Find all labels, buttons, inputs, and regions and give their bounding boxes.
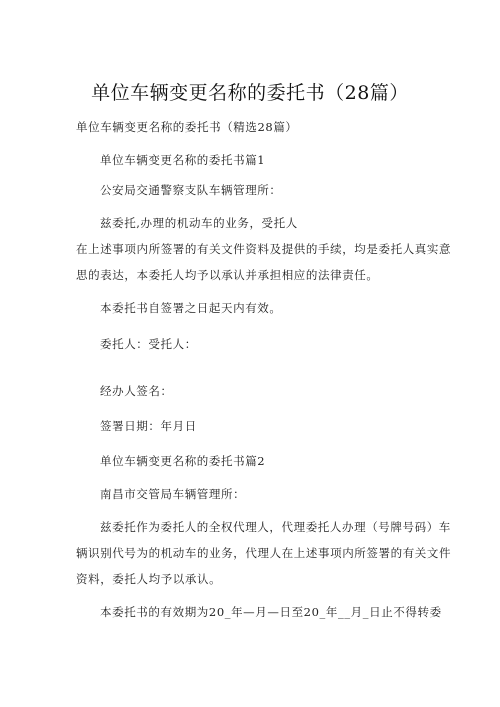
paragraph-text: 思的表达，本委托人均予以承认并承担相应的法律责任。: [76, 268, 379, 282]
addressee-2: 南昌市交管局车辆管理所：: [100, 487, 246, 501]
signature-line: 委托人：受托人：: [100, 337, 197, 351]
paragraph-text: 本委托书自签署之日起天内有效。: [100, 301, 282, 315]
paragraph-text: 辆识别代号为的机动车的业务，代理人在上述事项内所签署的有关文件: [76, 546, 452, 560]
date-line: 签署日期：年月日: [100, 419, 197, 433]
section-heading-2: 单位车辆变更名称的委托书篇2: [100, 454, 266, 468]
addressee-1: 公安局交通警察支队车辆管理所：: [100, 183, 282, 197]
paragraph-text: 兹委托作为委托人的全权代理人，代理委托人办理（号牌号码）车: [100, 520, 451, 534]
document-subtitle: 单位车辆变更名称的委托书（精选28篇）: [76, 120, 298, 134]
handler-signature-line: 经办人签名：: [100, 384, 173, 398]
section-heading-1: 单位车辆变更名称的委托书篇1: [100, 153, 266, 167]
paragraph-text: 在上述事项内所签署的有关文件资料及提供的手续，均是委托人真实意: [76, 242, 452, 256]
document-title: 单位车辆变更名称的委托书（28篇）: [91, 82, 409, 104]
paragraph-text: 兹委托,办理的机动车的业务，受托人: [100, 216, 298, 230]
paragraph-text: 本委托书的有效期为20_年—月—日至20_年__月_日止不得转委: [100, 605, 442, 619]
paragraph-text: 资料，委托人均予以承认。: [76, 572, 222, 586]
